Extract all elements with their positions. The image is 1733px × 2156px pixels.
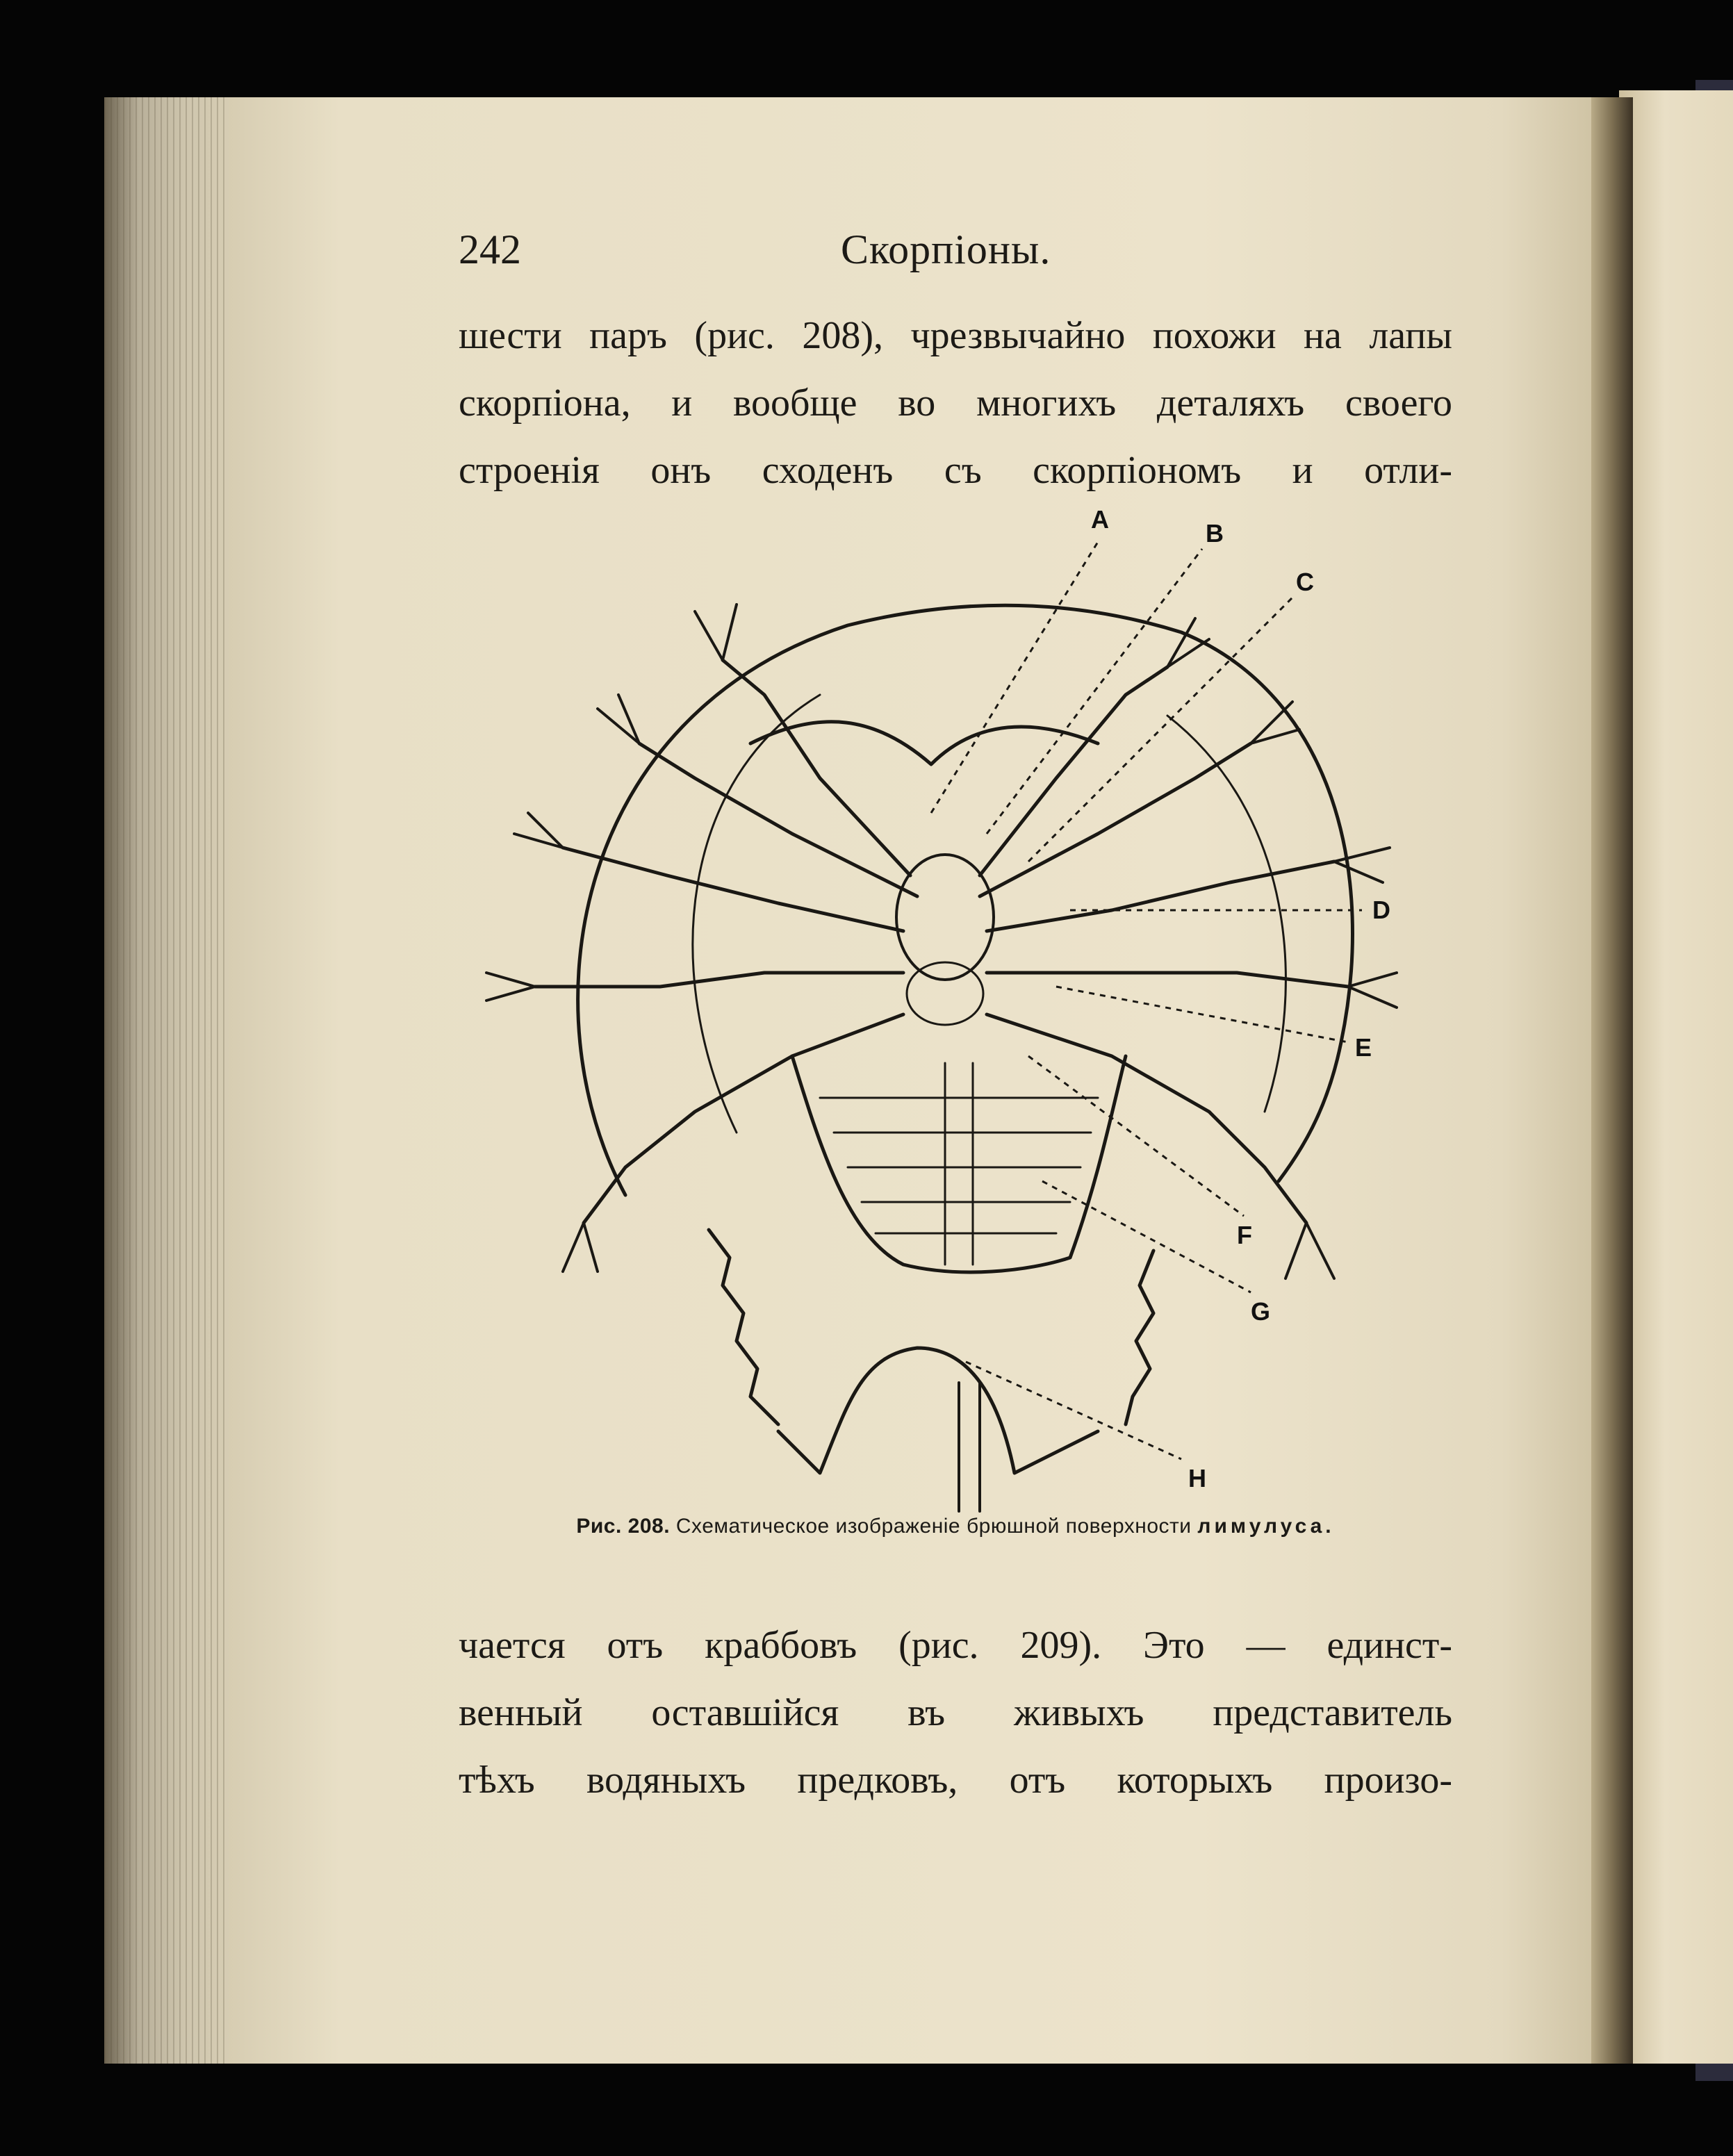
label-b: B (1206, 519, 1224, 548)
book-gutter (1591, 97, 1633, 2064)
label-f: F (1237, 1221, 1252, 1249)
body-text-top (459, 302, 1452, 504)
label-a: A (1091, 505, 1109, 534)
label-d: D (1372, 896, 1390, 924)
caption-figure-number: Рис. 208. (576, 1515, 671, 1538)
figure-caption (459, 1515, 1452, 1538)
label-g: G (1251, 1297, 1271, 1326)
facing-page (1619, 90, 1733, 2064)
label-h: H (1188, 1464, 1206, 1492)
text-line: скорпіона, и вообще во многихъ деталяхъ своего (459, 381, 1452, 425)
body-text-bottom (459, 1612, 1452, 1814)
text-line: венный оставшійся въ живыхъ представитель (459, 1691, 1452, 1734)
text-line: чается отъ краббовъ (рис. 209). Это — единст- (459, 1624, 1452, 1667)
label-e: E (1355, 1033, 1372, 1062)
label-c: C (1296, 568, 1314, 596)
limulus-illustration (431, 486, 1459, 1515)
caption-emphasis: лимулуса. (1197, 1515, 1335, 1538)
book-page-edges (104, 97, 243, 2064)
limulus-figure (431, 486, 1459, 1515)
caption-text: Схематическое изображеніе брюшной поверхности (675, 1515, 1192, 1538)
page-header (459, 226, 1452, 281)
text-line: строенія онъ сходенъ съ скорпіономъ и отли- (459, 449, 1452, 492)
running-title: Скорпіоны. (841, 227, 1051, 272)
text-line: тѣхъ водяныхъ предковъ, отъ которыхъ произо- (459, 1759, 1452, 1802)
text-line: шести паръ (рис. 208), чрезвычайно похожи на лапы (459, 314, 1452, 357)
page-number: 242 (459, 227, 521, 272)
